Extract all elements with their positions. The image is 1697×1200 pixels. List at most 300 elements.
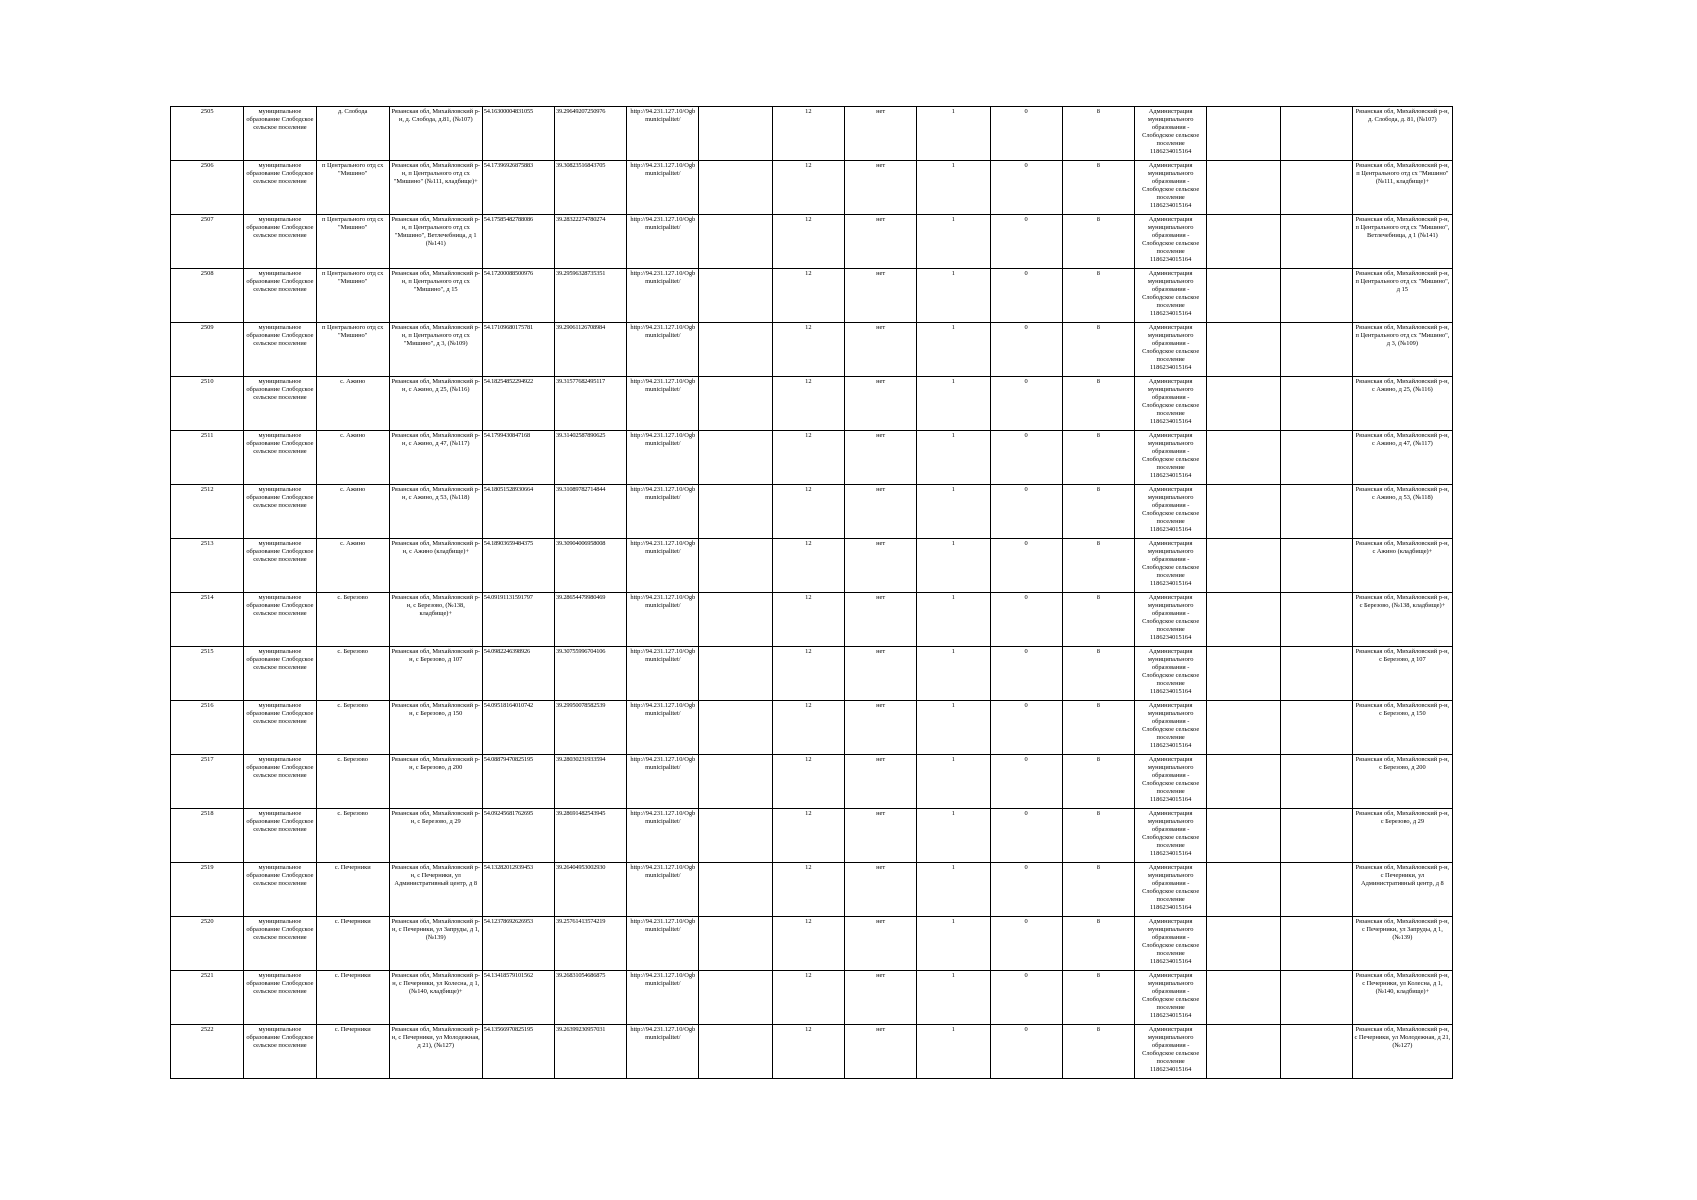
empty-cell: [1207, 701, 1280, 755]
latitude-cell: 54.13566970825195: [482, 1025, 554, 1079]
owner-address-cell: Рязанская обл, Михайловский р-н, с Березово, д 29: [1352, 809, 1452, 863]
empty-cell: [1280, 539, 1352, 593]
longitude-cell: 39.30904006958008: [554, 539, 626, 593]
table-row: [171, 809, 1453, 863]
value-1-cell: 1: [917, 863, 990, 917]
empty-cell: [699, 377, 772, 431]
latitude-cell: 54.09518164010742: [482, 701, 554, 755]
value-12-cell: 12: [772, 917, 844, 971]
address-cell: Рязанская обл, Михайловский р-н, с Печерники, ул Колесна, д 1, (№140, кладбище)+: [389, 971, 482, 1025]
owner-address-cell: Рязанская обл, Михайловский р-н, с Печерники, ул Административный центр, д 8: [1352, 863, 1452, 917]
url-cell: http://94.231.127.10/Ogbmunicipalitet/: [627, 269, 699, 323]
value-no-cell: нет: [844, 269, 916, 323]
authority-cell: Администрация муниципального образования - Слободское сельское поселение 1186234015164: [1135, 323, 1207, 377]
empty-cell: [699, 647, 772, 701]
value-no-cell: нет: [844, 377, 916, 431]
value-0-cell: 0: [990, 161, 1062, 215]
latitude-cell: 54.17396926875883: [482, 161, 554, 215]
authority-cell: Администрация муниципального образования - Слободское сельское поселение 1186234015164: [1135, 755, 1207, 809]
value-12-cell: 12: [772, 1025, 844, 1079]
empty-cell: [1207, 917, 1280, 971]
value-12-cell: 12: [772, 323, 844, 377]
empty-cell: [1207, 647, 1280, 701]
value-12-cell: 12: [772, 269, 844, 323]
municipality-cell: муниципальное образование Слободское сельское поселение: [244, 539, 316, 593]
table-row: [171, 701, 1453, 755]
row-number-cell: 2517: [171, 755, 244, 809]
empty-cell: [1207, 377, 1280, 431]
table-row: [171, 593, 1453, 647]
empty-cell: [1280, 269, 1352, 323]
value-8-cell: 8: [1062, 323, 1134, 377]
authority-cell: Администрация муниципального образования - Слободское сельское поселение 1186234015164: [1135, 647, 1207, 701]
municipality-cell: муниципальное образование Слободское сельское поселение: [244, 917, 316, 971]
empty-cell: [699, 107, 772, 161]
row-number-cell: 2507: [171, 215, 244, 269]
table-row: [171, 1025, 1453, 1079]
value-0-cell: 0: [990, 917, 1062, 971]
url-cell: http://94.231.127.10/Ogbmunicipalitet/: [627, 809, 699, 863]
value-8-cell: 8: [1062, 809, 1134, 863]
value-1-cell: 1: [917, 755, 990, 809]
value-8-cell: 8: [1062, 647, 1134, 701]
empty-cell: [1207, 485, 1280, 539]
empty-cell: [1280, 917, 1352, 971]
settlement-cell: с. Печерники: [316, 917, 389, 971]
value-1-cell: 1: [917, 539, 990, 593]
table-row: [171, 161, 1453, 215]
table-row: [171, 215, 1453, 269]
table-row: [171, 539, 1453, 593]
latitude-cell: 54.17200088500976: [482, 269, 554, 323]
value-12-cell: 12: [772, 809, 844, 863]
value-no-cell: нет: [844, 431, 916, 485]
settlement-cell: с. Березово: [316, 809, 389, 863]
empty-cell: [1280, 647, 1352, 701]
row-number-cell: 2510: [171, 377, 244, 431]
row-number-cell: 2516: [171, 701, 244, 755]
longitude-cell: 39.26404953002930: [554, 863, 626, 917]
latitude-cell: 54.12378692626953: [482, 917, 554, 971]
latitude-cell: 54.08879470825195: [482, 755, 554, 809]
value-12-cell: 12: [772, 971, 844, 1025]
value-12-cell: 12: [772, 755, 844, 809]
value-1-cell: 1: [917, 161, 990, 215]
value-0-cell: 0: [990, 485, 1062, 539]
row-number-cell: 2515: [171, 647, 244, 701]
value-1-cell: 1: [917, 323, 990, 377]
value-12-cell: 12: [772, 215, 844, 269]
value-0-cell: 0: [990, 1025, 1062, 1079]
authority-cell: Администрация муниципального образования - Слободское сельское поселение 1186234015164: [1135, 161, 1207, 215]
empty-cell: [1207, 863, 1280, 917]
longitude-cell: 39.29950078582539: [554, 701, 626, 755]
value-no-cell: нет: [844, 161, 916, 215]
municipality-cell: муниципальное образование Слободское сельское поселение: [244, 377, 316, 431]
row-number-cell: 2518: [171, 809, 244, 863]
municipality-cell: муниципальное образование Слободское сельское поселение: [244, 809, 316, 863]
url-cell: http://94.231.127.10/Ogbmunicipalitet/: [627, 1025, 699, 1079]
value-1-cell: 1: [917, 701, 990, 755]
empty-cell: [699, 215, 772, 269]
value-8-cell: 8: [1062, 593, 1134, 647]
table-row: [171, 755, 1453, 809]
url-cell: http://94.231.127.10/Ogbmunicipalitet/: [627, 917, 699, 971]
settlement-cell: д. Слобода: [316, 107, 389, 161]
empty-cell: [699, 701, 772, 755]
address-cell: Рязанская обл, Михайловский р-н, с Ажино, д 25, (№116): [389, 377, 482, 431]
value-12-cell: 12: [772, 107, 844, 161]
settlement-cell: с. Ажино: [316, 377, 389, 431]
address-cell: Рязанская обл, Михайловский р-н, с Березово, д 29: [389, 809, 482, 863]
settlement-cell: п Центрального отд сх "Мишино": [316, 215, 389, 269]
settlement-cell: с. Березово: [316, 593, 389, 647]
authority-cell: Администрация муниципального образования - Слободское сельское поселение 1186234015164: [1135, 863, 1207, 917]
longitude-cell: 39.28322274780274: [554, 215, 626, 269]
authority-cell: Администрация муниципального образования - Слободское сельское поселение 1186234015164: [1135, 539, 1207, 593]
value-8-cell: 8: [1062, 431, 1134, 485]
value-12-cell: 12: [772, 377, 844, 431]
address-cell: Рязанская обл, Михайловский р-н, с Печерники, ул Административный центр, д 8: [389, 863, 482, 917]
empty-cell: [1280, 323, 1352, 377]
address-cell: Рязанская обл, Михайловский р-н, п Центрального отд сх "Мишино", Ветлечебница, д 1 (№141): [389, 215, 482, 269]
empty-cell: [1280, 107, 1352, 161]
row-number-cell: 2512: [171, 485, 244, 539]
authority-cell: Администрация муниципального образования - Слободское сельское поселение 1186234015164: [1135, 107, 1207, 161]
address-cell: Рязанская обл, Михайловский р-н, с Березово, д 150: [389, 701, 482, 755]
address-cell: Рязанская обл, Михайловский р-н, с Ажино, д 47, (№117): [389, 431, 482, 485]
table-row: [171, 647, 1453, 701]
longitude-cell: 39.28654479980469: [554, 593, 626, 647]
value-1-cell: 1: [917, 215, 990, 269]
municipality-cell: муниципальное образование Слободское сельское поселение: [244, 161, 316, 215]
settlement-cell: п Центрального отд сх "Мишино": [316, 323, 389, 377]
longitude-cell: 39.31089782714844: [554, 485, 626, 539]
empty-cell: [699, 863, 772, 917]
empty-cell: [1207, 215, 1280, 269]
value-8-cell: 8: [1062, 215, 1134, 269]
url-cell: http://94.231.127.10/Ogbmunicipalitet/: [627, 647, 699, 701]
owner-address-cell: Рязанская обл, Михайловский р-н, с Ажино, д 47, (№117): [1352, 431, 1452, 485]
value-no-cell: нет: [844, 107, 916, 161]
municipality-cell: муниципальное образование Слободское сельское поселение: [244, 593, 316, 647]
value-0-cell: 0: [990, 323, 1062, 377]
empty-cell: [1280, 809, 1352, 863]
empty-cell: [1207, 755, 1280, 809]
url-cell: http://94.231.127.10/Ogbmunicipalitet/: [627, 593, 699, 647]
empty-cell: [699, 971, 772, 1025]
settlement-cell: п Центрального отд сх "Мишино": [316, 269, 389, 323]
value-1-cell: 1: [917, 107, 990, 161]
value-8-cell: 8: [1062, 863, 1134, 917]
url-cell: http://94.231.127.10/Ogbmunicipalitet/: [627, 539, 699, 593]
value-0-cell: 0: [990, 107, 1062, 161]
address-cell: Рязанская обл, Михайловский р-н, с Ажино, д 53, (№118): [389, 485, 482, 539]
address-cell: Рязанская обл, Михайловский р-н, с Печерники, ул Запруды, д 1, (№139): [389, 917, 482, 971]
value-8-cell: 8: [1062, 971, 1134, 1025]
municipality-cell: муниципальное образование Слободское сельское поселение: [244, 647, 316, 701]
value-1-cell: 1: [917, 377, 990, 431]
empty-cell: [1280, 431, 1352, 485]
value-1-cell: 1: [917, 269, 990, 323]
municipality-cell: муниципальное образование Слободское сельское поселение: [244, 431, 316, 485]
value-0-cell: 0: [990, 215, 1062, 269]
table-row: [171, 485, 1453, 539]
value-no-cell: нет: [844, 647, 916, 701]
url-cell: http://94.231.127.10/Ogbmunicipalitet/: [627, 107, 699, 161]
authority-cell: Администрация муниципального образования - Слободское сельское поселение 1186234015164: [1135, 377, 1207, 431]
value-8-cell: 8: [1062, 917, 1134, 971]
value-0-cell: 0: [990, 647, 1062, 701]
table-row: [171, 971, 1453, 1025]
table-row: [171, 107, 1453, 161]
value-no-cell: нет: [844, 917, 916, 971]
value-8-cell: 8: [1062, 161, 1134, 215]
table-row: [171, 431, 1453, 485]
row-number-cell: 2506: [171, 161, 244, 215]
latitude-cell: 54.17585482788086: [482, 215, 554, 269]
municipality-cell: муниципальное образование Слободское сельское поселение: [244, 107, 316, 161]
settlement-cell: с. Березово: [316, 647, 389, 701]
owner-address-cell: Рязанская обл, Михайловский р-н, с Печерники, ул Запруды, д 1, (№139): [1352, 917, 1452, 971]
owner-address-cell: Рязанская обл, Михайловский р-н, с Печерники, ул Молодежная, д 21, (№127): [1352, 1025, 1452, 1079]
empty-cell: [1280, 377, 1352, 431]
value-8-cell: 8: [1062, 377, 1134, 431]
empty-cell: [1207, 431, 1280, 485]
value-8-cell: 8: [1062, 485, 1134, 539]
owner-address-cell: Рязанская обл, Михайловский р-н, с Ажино, д 53, (№118): [1352, 485, 1452, 539]
value-12-cell: 12: [772, 701, 844, 755]
url-cell: http://94.231.127.10/Ogbmunicipalitet/: [627, 485, 699, 539]
url-cell: http://94.231.127.10/Ogbmunicipalitet/: [627, 215, 699, 269]
longitude-cell: 39.26831054686875: [554, 971, 626, 1025]
table-row: [171, 377, 1453, 431]
longitude-cell: 39.30823516843705: [554, 161, 626, 215]
address-cell: Рязанская обл, Михайловский р-н, с Березово, д 107: [389, 647, 482, 701]
settlement-cell: с. Березово: [316, 755, 389, 809]
longitude-cell: 39.29061126708984: [554, 323, 626, 377]
value-12-cell: 12: [772, 539, 844, 593]
latitude-cell: 54.0982246398926: [482, 647, 554, 701]
empty-cell: [699, 161, 772, 215]
row-number-cell: 2505: [171, 107, 244, 161]
url-cell: http://94.231.127.10/Ogbmunicipalitet/: [627, 863, 699, 917]
settlement-cell: с. Печерники: [316, 1025, 389, 1079]
value-0-cell: 0: [990, 377, 1062, 431]
url-cell: http://94.231.127.10/Ogbmunicipalitet/: [627, 431, 699, 485]
row-number-cell: 2508: [171, 269, 244, 323]
value-1-cell: 1: [917, 431, 990, 485]
value-1-cell: 1: [917, 809, 990, 863]
value-1-cell: 1: [917, 485, 990, 539]
value-no-cell: нет: [844, 485, 916, 539]
value-12-cell: 12: [772, 863, 844, 917]
value-no-cell: нет: [844, 971, 916, 1025]
empty-cell: [1207, 161, 1280, 215]
owner-address-cell: Рязанская обл, Михайловский р-н, с Березово, д 150: [1352, 701, 1452, 755]
longitude-cell: 39.26399230957031: [554, 1025, 626, 1079]
owner-address-cell: Рязанская обл, Михайловский р-н, п Центрального отд сх "Мишино", Ветлечебница, д 1 (№141): [1352, 215, 1452, 269]
municipality-cell: муниципальное образование Слободское сельское поселение: [244, 701, 316, 755]
authority-cell: Администрация муниципального образования - Слободское сельское поселение 1186234015164: [1135, 917, 1207, 971]
empty-cell: [1280, 755, 1352, 809]
latitude-cell: 54.16300004831055: [482, 107, 554, 161]
longitude-cell: 39.29596328735351: [554, 269, 626, 323]
latitude-cell: 54.09245681762695: [482, 809, 554, 863]
value-no-cell: нет: [844, 1025, 916, 1079]
value-0-cell: 0: [990, 701, 1062, 755]
empty-cell: [1207, 323, 1280, 377]
empty-cell: [1207, 539, 1280, 593]
row-number-cell: 2511: [171, 431, 244, 485]
longitude-cell: 39.31577682495117: [554, 377, 626, 431]
owner-address-cell: Рязанская обл, Михайловский р-н, с Печерники, ул Колесна, д 1, (№140, кладбище)+: [1352, 971, 1452, 1025]
owner-address-cell: Рязанская обл, Михайловский р-н, с Березово, д 107: [1352, 647, 1452, 701]
value-8-cell: 8: [1062, 701, 1134, 755]
empty-cell: [699, 431, 772, 485]
empty-cell: [1280, 593, 1352, 647]
owner-address-cell: Рязанская обл, Михайловский р-н, п Центрального отд сх "Мишино", д 15: [1352, 269, 1452, 323]
latitude-cell: 54.13418579101562: [482, 971, 554, 1025]
value-no-cell: нет: [844, 215, 916, 269]
empty-cell: [699, 539, 772, 593]
value-0-cell: 0: [990, 539, 1062, 593]
empty-cell: [699, 755, 772, 809]
value-no-cell: нет: [844, 809, 916, 863]
municipality-cell: муниципальное образование Слободское сельское поселение: [244, 485, 316, 539]
owner-address-cell: Рязанская обл, Михайловский р-н, с Березово, (№138, кладбище)+: [1352, 593, 1452, 647]
value-no-cell: нет: [844, 323, 916, 377]
owner-address-cell: Рязанская обл, Михайловский р-н, с Ажино, д 25, (№116): [1352, 377, 1452, 431]
registry-table: [170, 106, 1453, 1079]
row-number-cell: 2519: [171, 863, 244, 917]
settlement-cell: с. Ажино: [316, 539, 389, 593]
empty-cell: [1207, 809, 1280, 863]
empty-cell: [1207, 971, 1280, 1025]
longitude-cell: 39.28030231933594: [554, 755, 626, 809]
value-no-cell: нет: [844, 539, 916, 593]
value-0-cell: 0: [990, 863, 1062, 917]
longitude-cell: 39.31402587890625: [554, 431, 626, 485]
url-cell: http://94.231.127.10/Ogbmunicipalitet/: [627, 971, 699, 1025]
municipality-cell: муниципальное образование Слободское сельское поселение: [244, 215, 316, 269]
value-no-cell: нет: [844, 863, 916, 917]
url-cell: http://94.231.127.10/Ogbmunicipalitet/: [627, 701, 699, 755]
latitude-cell: 54.18254852294922: [482, 377, 554, 431]
url-cell: http://94.231.127.10/Ogbmunicipalitet/: [627, 377, 699, 431]
authority-cell: Администрация муниципального образования - Слободское сельское поселение 1186234015164: [1135, 215, 1207, 269]
settlement-cell: с. Печерники: [316, 863, 389, 917]
settlement-cell: с. Березово: [316, 701, 389, 755]
value-0-cell: 0: [990, 755, 1062, 809]
table-row: [171, 863, 1453, 917]
authority-cell: Администрация муниципального образования - Слободское сельское поселение 1186234015164: [1135, 809, 1207, 863]
address-cell: Рязанская обл, Михайловский р-н, п Центрального отд сх "Мишино", д 15: [389, 269, 482, 323]
value-1-cell: 1: [917, 593, 990, 647]
url-cell: http://94.231.127.10/Ogbmunicipalitet/: [627, 161, 699, 215]
empty-cell: [699, 917, 772, 971]
municipality-cell: муниципальное образование Слободское сельское поселение: [244, 323, 316, 377]
empty-cell: [1280, 485, 1352, 539]
latitude-cell: 54.13282012939453: [482, 863, 554, 917]
value-0-cell: 0: [990, 971, 1062, 1025]
table-row: [171, 323, 1453, 377]
value-0-cell: 0: [990, 809, 1062, 863]
value-1-cell: 1: [917, 647, 990, 701]
value-12-cell: 12: [772, 593, 844, 647]
settlement-cell: с. Печерники: [316, 971, 389, 1025]
empty-cell: [1207, 593, 1280, 647]
latitude-cell: 54.17109680175781: [482, 323, 554, 377]
municipality-cell: муниципальное образование Слободское сельское поселение: [244, 863, 316, 917]
value-8-cell: 8: [1062, 1025, 1134, 1079]
value-8-cell: 8: [1062, 755, 1134, 809]
settlement-cell: п Центрального отд сх "Мишино": [316, 161, 389, 215]
municipality-cell: муниципальное образование Слободское сельское поселение: [244, 1025, 316, 1079]
empty-cell: [699, 593, 772, 647]
latitude-cell: 54.18051528930664: [482, 485, 554, 539]
latitude-cell: 54.1799430847168: [482, 431, 554, 485]
owner-address-cell: Рязанская обл, Михайловский р-н, с Березово, д 200: [1352, 755, 1452, 809]
authority-cell: Администрация муниципального образования - Слободское сельское поселение 1186234015164: [1135, 269, 1207, 323]
address-cell: Рязанская обл, Михайловский р-н, д. Слобода, д.81, (№107): [389, 107, 482, 161]
empty-cell: [1207, 1025, 1280, 1079]
value-no-cell: нет: [844, 701, 916, 755]
empty-cell: [1280, 863, 1352, 917]
empty-cell: [699, 269, 772, 323]
row-number-cell: 2513: [171, 539, 244, 593]
owner-address-cell: Рязанская обл, Михайловский р-н, п Центрального отд сх "Мишино" (№111, кладбище)+: [1352, 161, 1452, 215]
value-1-cell: 1: [917, 971, 990, 1025]
empty-cell: [699, 323, 772, 377]
value-8-cell: 8: [1062, 107, 1134, 161]
address-cell: Рязанская обл, Михайловский р-н, п Центрального отд сх "Мишино" (№111, кладбище)+: [389, 161, 482, 215]
authority-cell: Администрация муниципального образования - Слободское сельское поселение 1186234015164: [1135, 701, 1207, 755]
municipality-cell: муниципальное образование Слободское сельское поселение: [244, 971, 316, 1025]
authority-cell: Администрация муниципального образования - Слободское сельское поселение 1186234015164: [1135, 971, 1207, 1025]
empty-cell: [699, 1025, 772, 1079]
settlement-cell: с. Ажино: [316, 431, 389, 485]
row-number-cell: 2522: [171, 1025, 244, 1079]
authority-cell: Администрация муниципального образования - Слободское сельское поселение 1186234015164: [1135, 485, 1207, 539]
empty-cell: [1280, 971, 1352, 1025]
value-12-cell: 12: [772, 647, 844, 701]
authority-cell: Администрация муниципального образования - Слободское сельское поселение 1186234015164: [1135, 593, 1207, 647]
latitude-cell: 54.18903659484375: [482, 539, 554, 593]
authority-cell: Администрация муниципального образования - Слободское сельское поселение 1186234015164: [1135, 431, 1207, 485]
value-no-cell: нет: [844, 755, 916, 809]
value-0-cell: 0: [990, 593, 1062, 647]
value-12-cell: 12: [772, 431, 844, 485]
table-row: [171, 269, 1453, 323]
authority-cell: Администрация муниципального образования - Слободское сельское поселение 1186234015164: [1135, 1025, 1207, 1079]
value-0-cell: 0: [990, 269, 1062, 323]
value-8-cell: 8: [1062, 539, 1134, 593]
longitude-cell: 39.29649207250976: [554, 107, 626, 161]
address-cell: Рязанская обл, Михайловский р-н, с Березово, д 200: [389, 755, 482, 809]
row-number-cell: 2521: [171, 971, 244, 1025]
value-12-cell: 12: [772, 485, 844, 539]
owner-address-cell: Рязанская обл, Михайловский р-н, д. Слобода, д. 81, (№107): [1352, 107, 1452, 161]
value-1-cell: 1: [917, 1025, 990, 1079]
owner-address-cell: Рязанская обл, Михайловский р-н, п Центрального отд сх "Мишино", д 3, (№109): [1352, 323, 1452, 377]
empty-cell: [699, 809, 772, 863]
empty-cell: [1207, 269, 1280, 323]
empty-cell: [1280, 1025, 1352, 1079]
table-row: [171, 917, 1453, 971]
value-no-cell: нет: [844, 593, 916, 647]
value-8-cell: 8: [1062, 269, 1134, 323]
